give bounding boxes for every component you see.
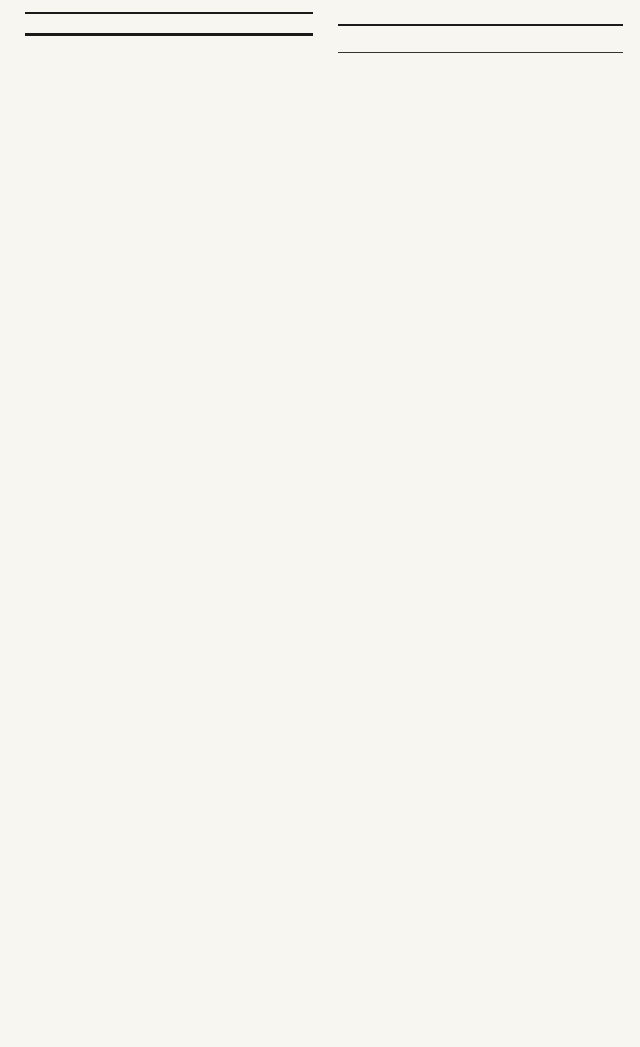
sequence-table-title xyxy=(25,12,313,34)
integrals-title xyxy=(338,6,623,26)
winning-column-line xyxy=(338,44,623,53)
page-content xyxy=(25,6,623,63)
right-column xyxy=(338,6,623,61)
left-column xyxy=(25,6,313,61)
two-column-section xyxy=(25,6,623,61)
